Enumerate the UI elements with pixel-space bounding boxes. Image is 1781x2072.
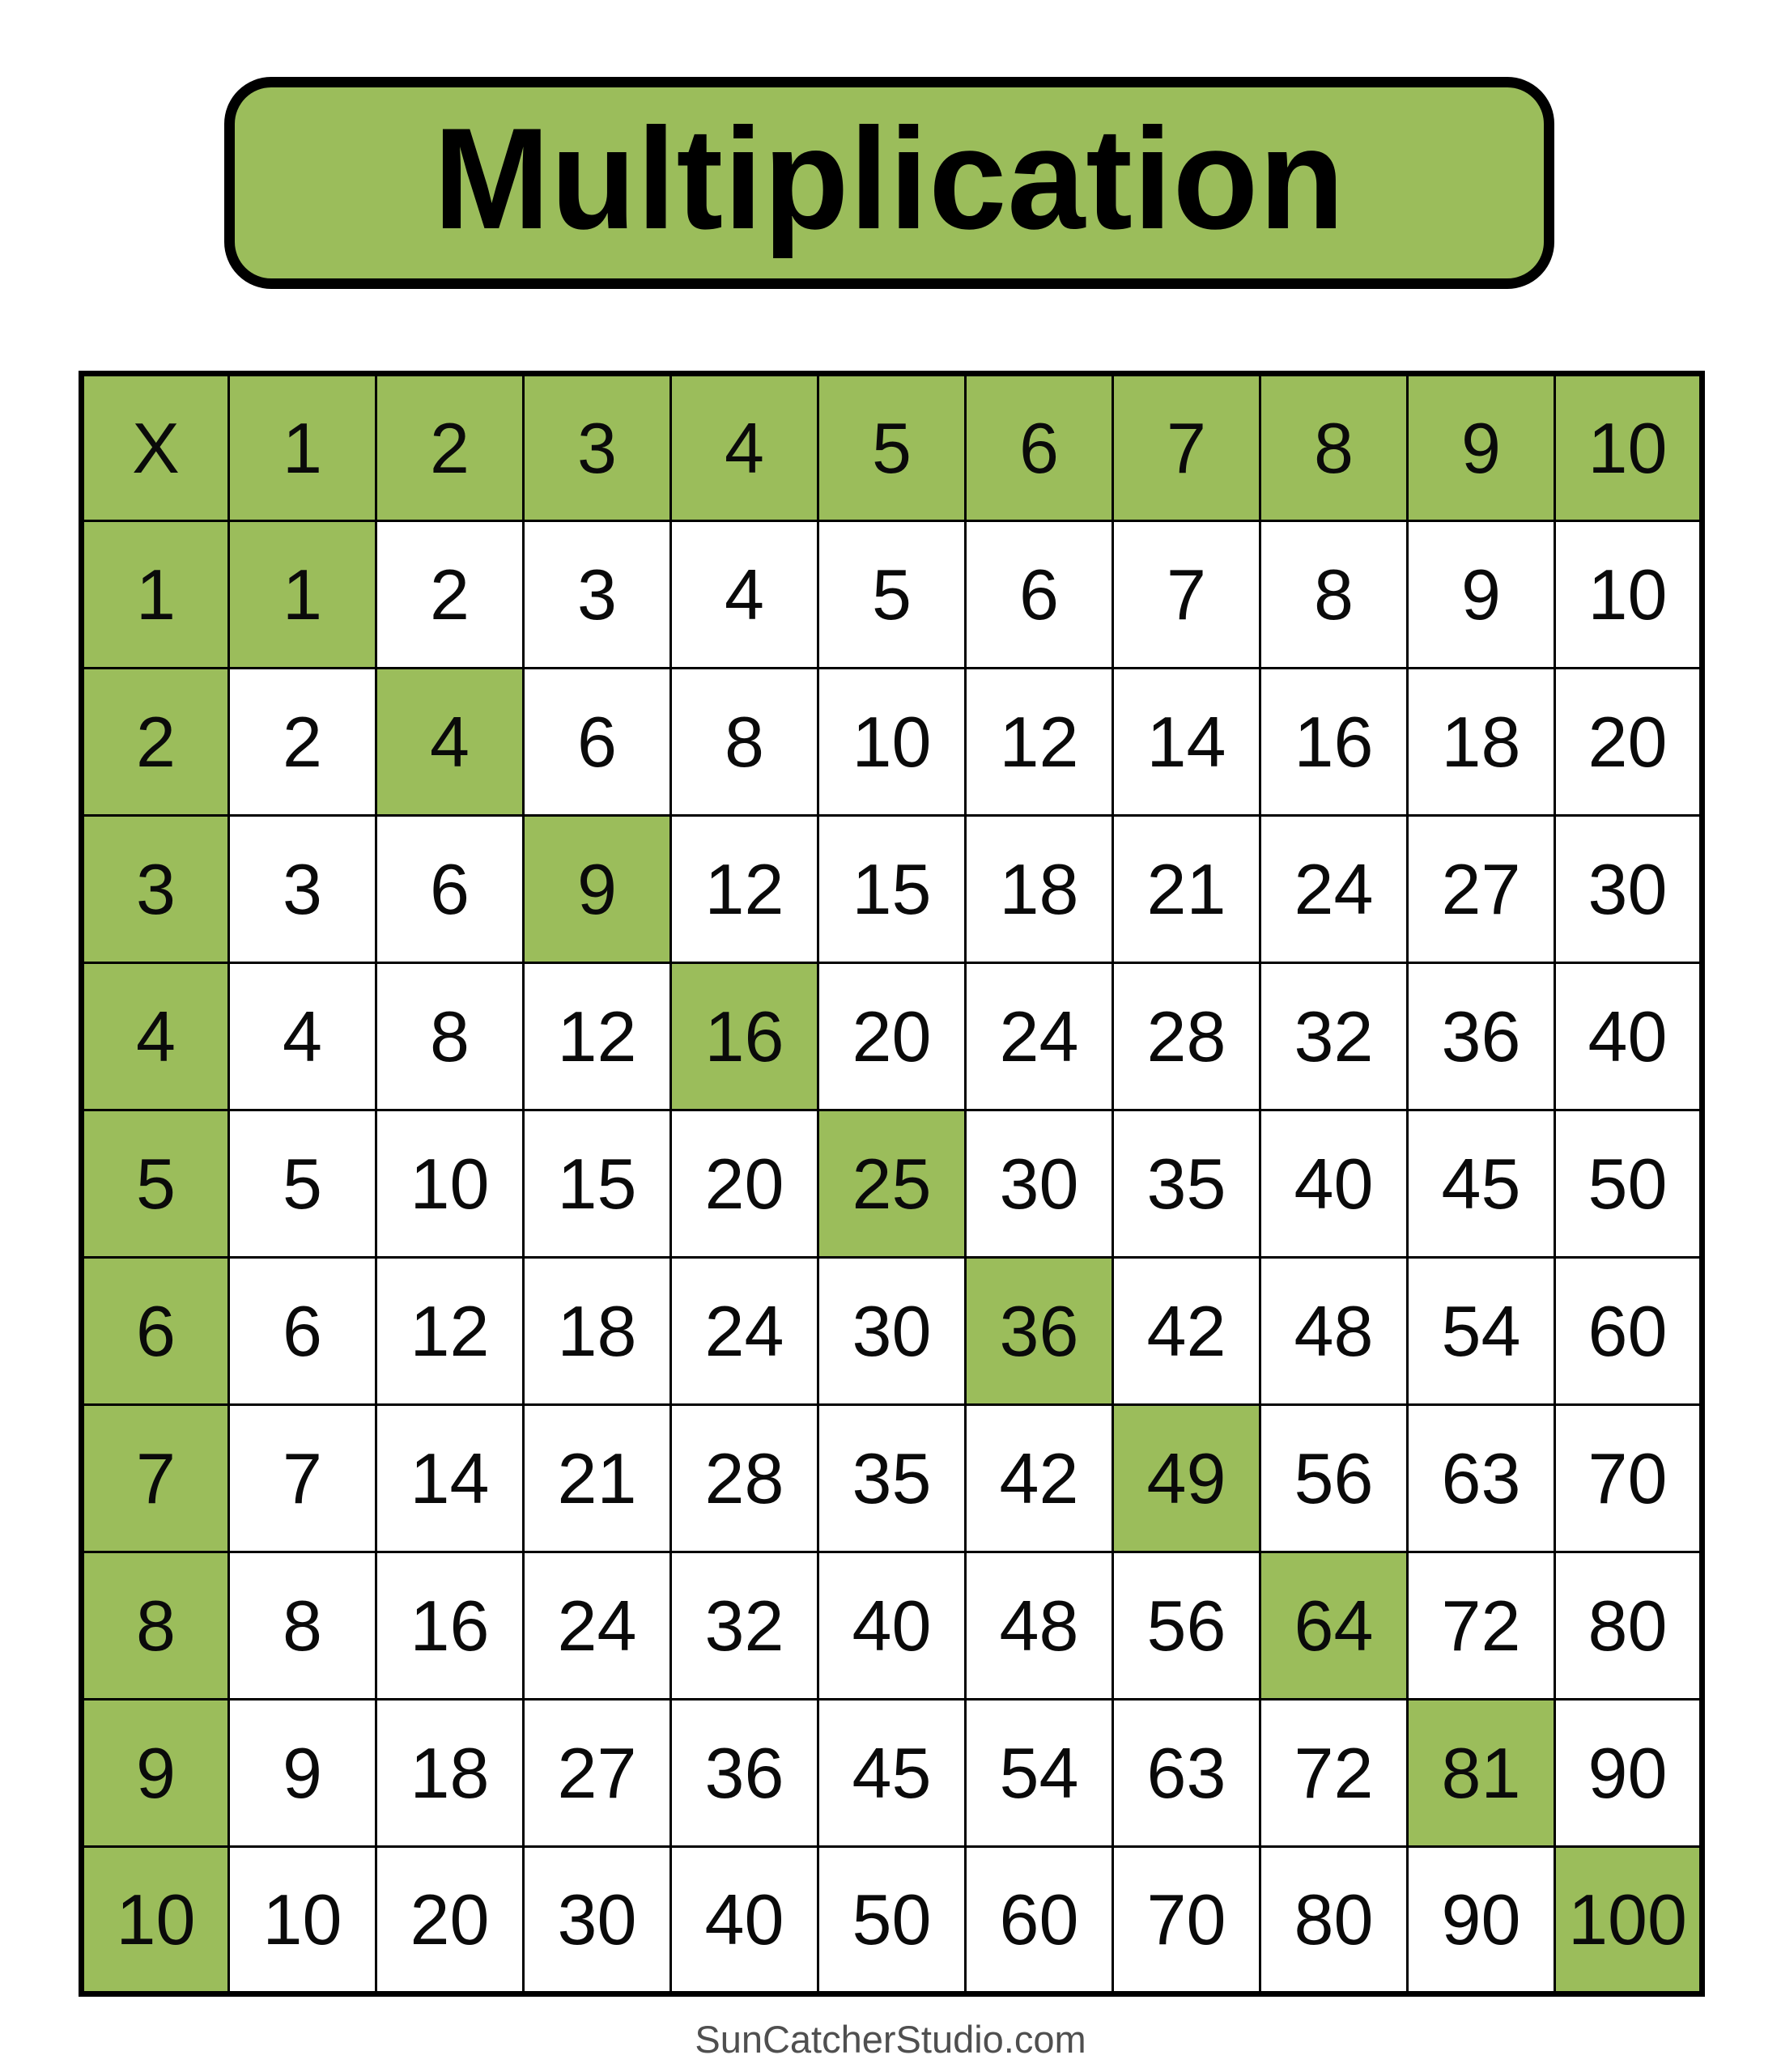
product-cell: 30 bbox=[524, 1847, 671, 1994]
product-cell-diagonal: 25 bbox=[818, 1110, 966, 1258]
product-cell: 12 bbox=[966, 669, 1113, 816]
product-cell: 6 bbox=[376, 816, 524, 963]
product-cell: 15 bbox=[524, 1110, 671, 1258]
product-cell: 4 bbox=[671, 521, 818, 669]
product-cell: 7 bbox=[1113, 521, 1260, 669]
product-cell: 45 bbox=[1408, 1110, 1555, 1258]
column-header-cell: 8 bbox=[1260, 374, 1408, 521]
product-cell: 12 bbox=[671, 816, 818, 963]
product-cell: 10 bbox=[1555, 521, 1702, 669]
product-cell: 21 bbox=[1113, 816, 1260, 963]
table-row bbox=[82, 521, 1702, 669]
product-cell: 60 bbox=[966, 1847, 1113, 1994]
product-cell-diagonal: 64 bbox=[1260, 1552, 1408, 1700]
product-cell: 48 bbox=[1260, 1258, 1408, 1405]
product-cell: 16 bbox=[1260, 669, 1408, 816]
column-header-cell: 2 bbox=[376, 374, 524, 521]
product-cell: 8 bbox=[376, 963, 524, 1110]
product-cell: 10 bbox=[818, 669, 966, 816]
product-cell: 2 bbox=[376, 521, 524, 669]
row-header-cell: 10 bbox=[82, 1847, 229, 1994]
product-cell: 8 bbox=[671, 669, 818, 816]
multiplication-table bbox=[79, 371, 1705, 1997]
product-cell: 12 bbox=[376, 1258, 524, 1405]
product-cell: 27 bbox=[524, 1700, 671, 1847]
product-cell: 70 bbox=[1113, 1847, 1260, 1994]
product-cell-diagonal: 49 bbox=[1113, 1405, 1260, 1552]
product-cell: 32 bbox=[1260, 963, 1408, 1110]
table-row bbox=[82, 816, 1702, 963]
product-cell: 56 bbox=[1113, 1552, 1260, 1700]
row-header-cell: 7 bbox=[82, 1405, 229, 1552]
product-cell: 28 bbox=[671, 1405, 818, 1552]
table-row bbox=[82, 1258, 1702, 1405]
page-title: Multiplication bbox=[433, 98, 1345, 259]
product-cell: 10 bbox=[229, 1847, 376, 1994]
product-cell: 63 bbox=[1408, 1405, 1555, 1552]
product-cell: 30 bbox=[966, 1110, 1113, 1258]
row-header-cell: 6 bbox=[82, 1258, 229, 1405]
product-cell: 54 bbox=[1408, 1258, 1555, 1405]
title-banner bbox=[224, 77, 1554, 289]
product-cell: 28 bbox=[1113, 963, 1260, 1110]
row-header-cell: 4 bbox=[82, 963, 229, 1110]
column-header-cell: 1 bbox=[229, 374, 376, 521]
product-cell: 36 bbox=[1408, 963, 1555, 1110]
row-header-cell: 9 bbox=[82, 1700, 229, 1847]
product-cell: 8 bbox=[229, 1552, 376, 1700]
row-header-cell: 2 bbox=[82, 669, 229, 816]
product-cell: 12 bbox=[524, 963, 671, 1110]
product-cell: 20 bbox=[671, 1110, 818, 1258]
product-cell: 72 bbox=[1260, 1700, 1408, 1847]
product-cell: 42 bbox=[1113, 1258, 1260, 1405]
product-cell: 4 bbox=[229, 963, 376, 1110]
product-cell: 70 bbox=[1555, 1405, 1702, 1552]
product-cell: 24 bbox=[671, 1258, 818, 1405]
footer-credit: SunCatcherStudio.com bbox=[695, 2018, 1086, 2061]
table-row bbox=[82, 963, 1702, 1110]
product-cell: 32 bbox=[671, 1552, 818, 1700]
product-cell: 6 bbox=[229, 1258, 376, 1405]
product-cell: 35 bbox=[818, 1405, 966, 1552]
product-cell: 5 bbox=[229, 1110, 376, 1258]
product-cell: 50 bbox=[818, 1847, 966, 1994]
product-cell: 30 bbox=[818, 1258, 966, 1405]
product-cell: 40 bbox=[671, 1847, 818, 1994]
column-header-cell: 9 bbox=[1408, 374, 1555, 521]
table-row bbox=[82, 1405, 1702, 1552]
product-cell: 21 bbox=[524, 1405, 671, 1552]
product-cell: 90 bbox=[1408, 1847, 1555, 1994]
product-cell: 24 bbox=[966, 963, 1113, 1110]
product-cell: 90 bbox=[1555, 1700, 1702, 1847]
product-cell: 20 bbox=[376, 1847, 524, 1994]
product-cell: 14 bbox=[376, 1405, 524, 1552]
product-cell: 27 bbox=[1408, 816, 1555, 963]
product-cell: 54 bbox=[966, 1700, 1113, 1847]
row-header-cell: 5 bbox=[82, 1110, 229, 1258]
header-row bbox=[82, 374, 1702, 521]
product-cell: 7 bbox=[229, 1405, 376, 1552]
table-row bbox=[82, 1847, 1702, 1994]
product-cell: 20 bbox=[1555, 669, 1702, 816]
product-cell: 18 bbox=[524, 1258, 671, 1405]
product-cell: 24 bbox=[1260, 816, 1408, 963]
product-cell-diagonal: 4 bbox=[376, 669, 524, 816]
column-header-cell: 3 bbox=[524, 374, 671, 521]
table-row bbox=[82, 1110, 1702, 1258]
product-cell-diagonal: 36 bbox=[966, 1258, 1113, 1405]
product-cell: 72 bbox=[1408, 1552, 1555, 1700]
product-cell: 3 bbox=[229, 816, 376, 963]
row-header-cell: 1 bbox=[82, 521, 229, 669]
product-cell: 56 bbox=[1260, 1405, 1408, 1552]
product-cell: 40 bbox=[1260, 1110, 1408, 1258]
product-cell: 2 bbox=[229, 669, 376, 816]
product-cell: 9 bbox=[1408, 521, 1555, 669]
column-header-cell: 5 bbox=[818, 374, 966, 521]
product-cell: 18 bbox=[376, 1700, 524, 1847]
product-cell: 24 bbox=[524, 1552, 671, 1700]
table-row bbox=[82, 1552, 1702, 1700]
product-cell: 6 bbox=[966, 521, 1113, 669]
row-header-cell: 3 bbox=[82, 816, 229, 963]
row-header-cell: 8 bbox=[82, 1552, 229, 1700]
product-cell: 60 bbox=[1555, 1258, 1702, 1405]
product-cell-diagonal: 16 bbox=[671, 963, 818, 1110]
product-cell: 36 bbox=[671, 1700, 818, 1847]
product-cell: 5 bbox=[818, 521, 966, 669]
product-cell-diagonal: 1 bbox=[229, 521, 376, 669]
table-row bbox=[82, 1700, 1702, 1847]
product-cell: 18 bbox=[966, 816, 1113, 963]
product-cell: 15 bbox=[818, 816, 966, 963]
table-row bbox=[82, 669, 1702, 816]
product-cell: 40 bbox=[1555, 963, 1702, 1110]
product-cell: 40 bbox=[818, 1552, 966, 1700]
product-cell-diagonal: 81 bbox=[1408, 1700, 1555, 1847]
table-body bbox=[82, 374, 1702, 1994]
operator-cell: X bbox=[82, 374, 229, 521]
column-header-cell: 7 bbox=[1113, 374, 1260, 521]
product-cell: 63 bbox=[1113, 1700, 1260, 1847]
product-cell: 48 bbox=[966, 1552, 1113, 1700]
product-cell: 3 bbox=[524, 521, 671, 669]
product-cell-diagonal: 100 bbox=[1555, 1847, 1702, 1994]
product-cell: 50 bbox=[1555, 1110, 1702, 1258]
column-header-cell: 4 bbox=[671, 374, 818, 521]
product-cell: 42 bbox=[966, 1405, 1113, 1552]
product-cell: 20 bbox=[818, 963, 966, 1110]
product-cell: 14 bbox=[1113, 669, 1260, 816]
product-cell: 80 bbox=[1260, 1847, 1408, 1994]
product-cell: 45 bbox=[818, 1700, 966, 1847]
product-cell: 35 bbox=[1113, 1110, 1260, 1258]
product-cell-diagonal: 9 bbox=[524, 816, 671, 963]
product-cell: 80 bbox=[1555, 1552, 1702, 1700]
product-cell: 18 bbox=[1408, 669, 1555, 816]
product-cell: 9 bbox=[229, 1700, 376, 1847]
product-cell: 6 bbox=[524, 669, 671, 816]
column-header-cell: 10 bbox=[1555, 374, 1702, 521]
product-cell: 10 bbox=[376, 1110, 524, 1258]
product-cell: 8 bbox=[1260, 521, 1408, 669]
product-cell: 16 bbox=[376, 1552, 524, 1700]
product-cell: 30 bbox=[1555, 816, 1702, 963]
column-header-cell: 6 bbox=[966, 374, 1113, 521]
